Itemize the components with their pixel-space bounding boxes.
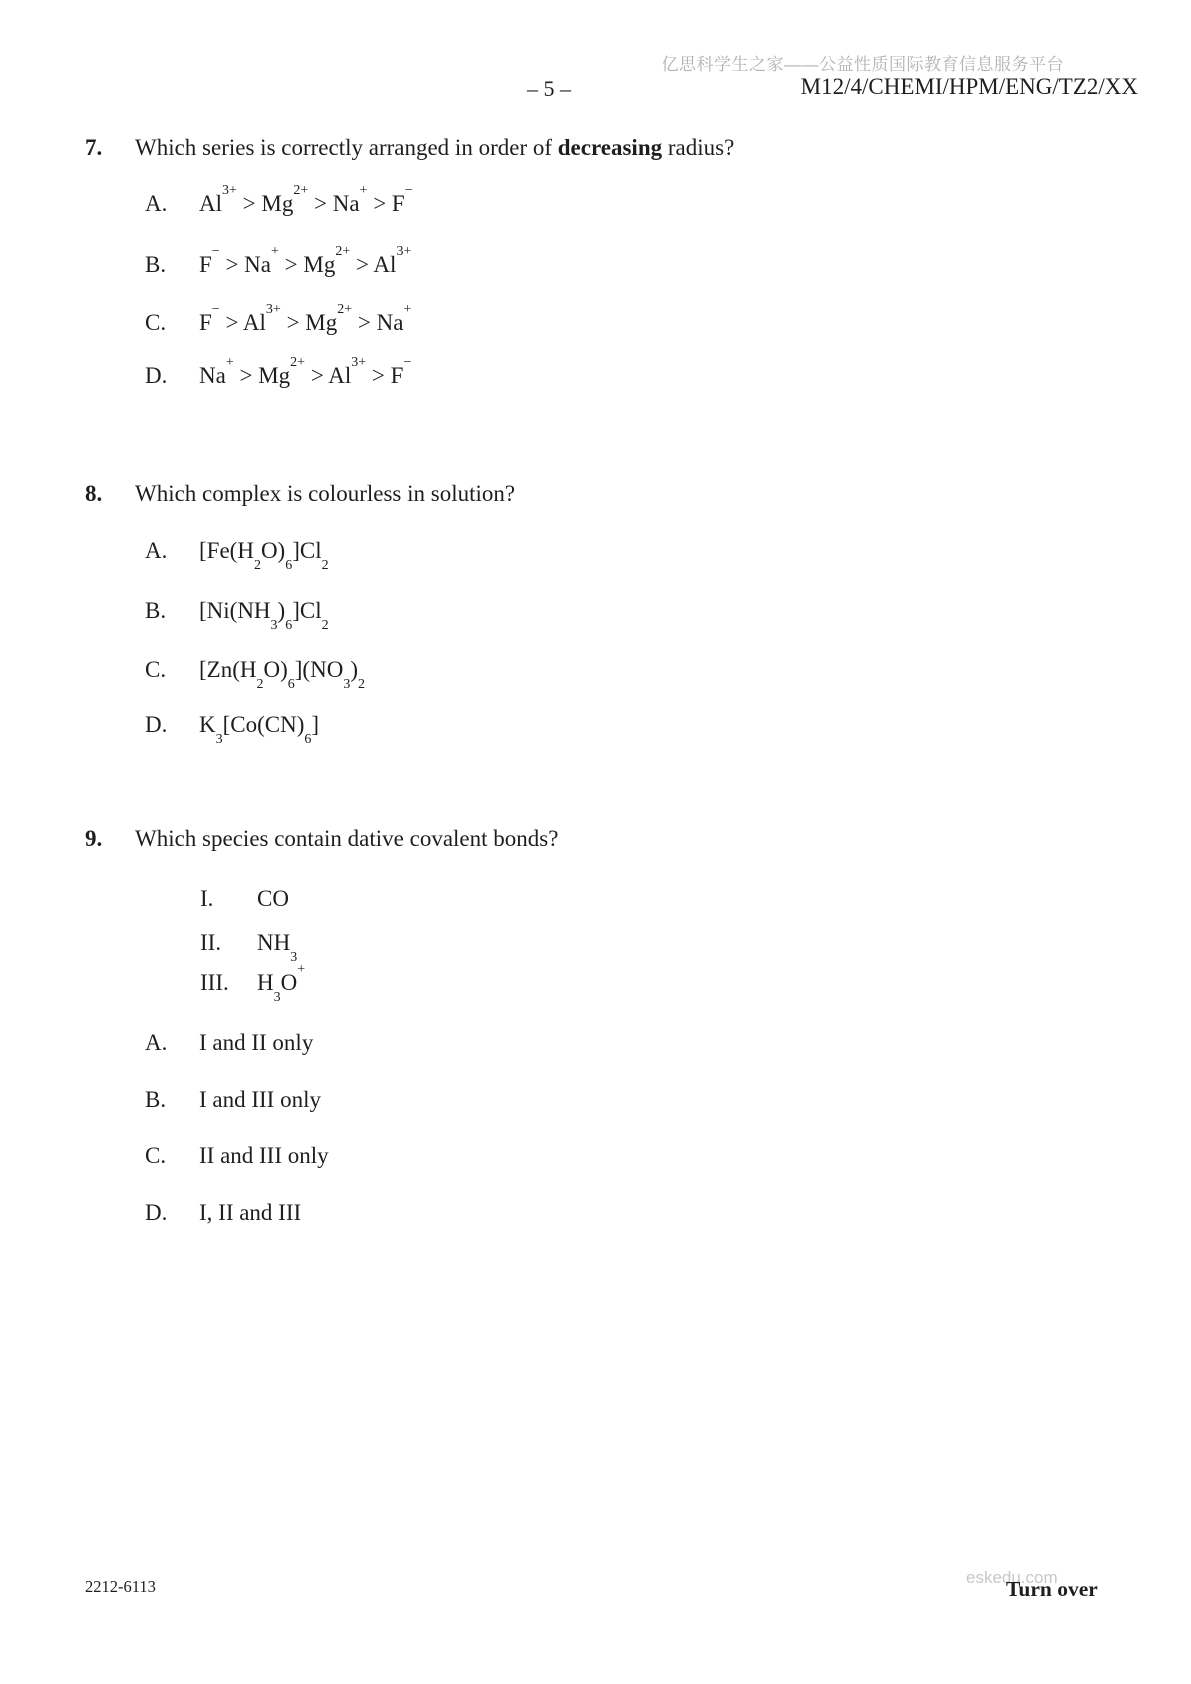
- option-label: C.: [145, 657, 167, 682]
- q9-item-i: [200, 884, 289, 914]
- option-label: D.: [145, 363, 168, 388]
- question-7-stem: [85, 133, 734, 163]
- q7-option-b: [145, 244, 412, 280]
- q8-option-a: [145, 536, 329, 573]
- item-formula: $NH_3$: [257, 930, 298, 965]
- q9-option-c: [145, 1141, 329, 1171]
- q8-option-d: [145, 710, 320, 747]
- item-formula: CO: [257, 886, 289, 911]
- question-8-stem: [85, 479, 515, 509]
- option-formula: $K_3[Co(CN)_6]$: [199, 712, 320, 747]
- item-formula: $H_3O^+$: [257, 962, 306, 1005]
- q9-item-ii: [200, 928, 298, 965]
- q9-item-iii: [200, 962, 306, 1005]
- q7-option-c: [145, 302, 412, 338]
- option-text: I, II and III: [199, 1200, 302, 1225]
- option-formula: $Na^+ > Mg^{2+} > Al^{3+} > F^-$: [199, 355, 412, 388]
- site-banner-watermark: 亿思科学生之家——公益性质国际教育信息服务平台: [661, 55, 1064, 74]
- q9-option-a: [145, 1028, 313, 1058]
- paper-code: M12/4/CHEMI/HPM/ENG/TZ2/XX: [800, 74, 1138, 99]
- document-code: 2212-6113: [85, 1577, 156, 1596]
- option-label: A.: [145, 1030, 168, 1055]
- option-formula: $F^- > Na^+ > Mg^{2+} > Al^{3+}$: [199, 244, 412, 277]
- question-9-stem: [85, 824, 558, 854]
- question-7-text: Which series is correctly arranged in order of decreasing radius?: [135, 135, 735, 160]
- q7-option-a: [145, 183, 413, 219]
- q9-option-d: [145, 1198, 301, 1228]
- option-text: I and III only: [199, 1087, 321, 1112]
- q9-option-b: [145, 1085, 321, 1115]
- question-7-number: 7.: [85, 135, 103, 160]
- option-formula: $F^- > Al^{3+} > Mg^{2+} > Na^+$: [199, 302, 412, 335]
- option-formula: $[Ni(NH_3)_6]Cl_2$: [199, 598, 329, 633]
- q7-option-d: [145, 355, 412, 391]
- question-8-text: Which complex is colourless in solution?: [135, 481, 516, 506]
- option-label: D.: [145, 712, 168, 737]
- option-text: I and II only: [199, 1030, 314, 1055]
- site-watermark-footer: eskedu.com: [966, 1568, 1058, 1587]
- turn-over-label: Turn over: [1006, 1577, 1098, 1601]
- option-text: II and III only: [199, 1143, 329, 1168]
- option-label: C.: [145, 310, 167, 335]
- item-label: II.: [200, 930, 222, 955]
- option-label: D.: [145, 1200, 168, 1225]
- q8-option-b: [145, 596, 329, 633]
- question-8-number: 8.: [85, 481, 103, 506]
- option-label: B.: [145, 252, 167, 277]
- option-label: B.: [145, 598, 167, 623]
- option-label: C.: [145, 1143, 167, 1168]
- option-label: A.: [145, 191, 168, 216]
- page-number: – 5 –: [527, 76, 571, 101]
- question-9-text: Which species contain dative covalent bonds?: [135, 826, 559, 851]
- item-label: I.: [200, 886, 214, 911]
- option-formula: $[Zn(H_2O)_6](NO_3)_2$: [199, 657, 365, 692]
- option-label: B.: [145, 1087, 167, 1112]
- option-label: A.: [145, 538, 168, 563]
- option-formula: $Al^{3+} > Mg^{2+} > Na^+ > F^-$: [199, 183, 413, 216]
- question-9-number: 9.: [85, 826, 103, 851]
- option-formula: $[Fe(H_2O)_6]Cl_2$: [199, 538, 329, 573]
- item-label: III.: [200, 970, 229, 995]
- q8-option-c: [145, 655, 365, 692]
